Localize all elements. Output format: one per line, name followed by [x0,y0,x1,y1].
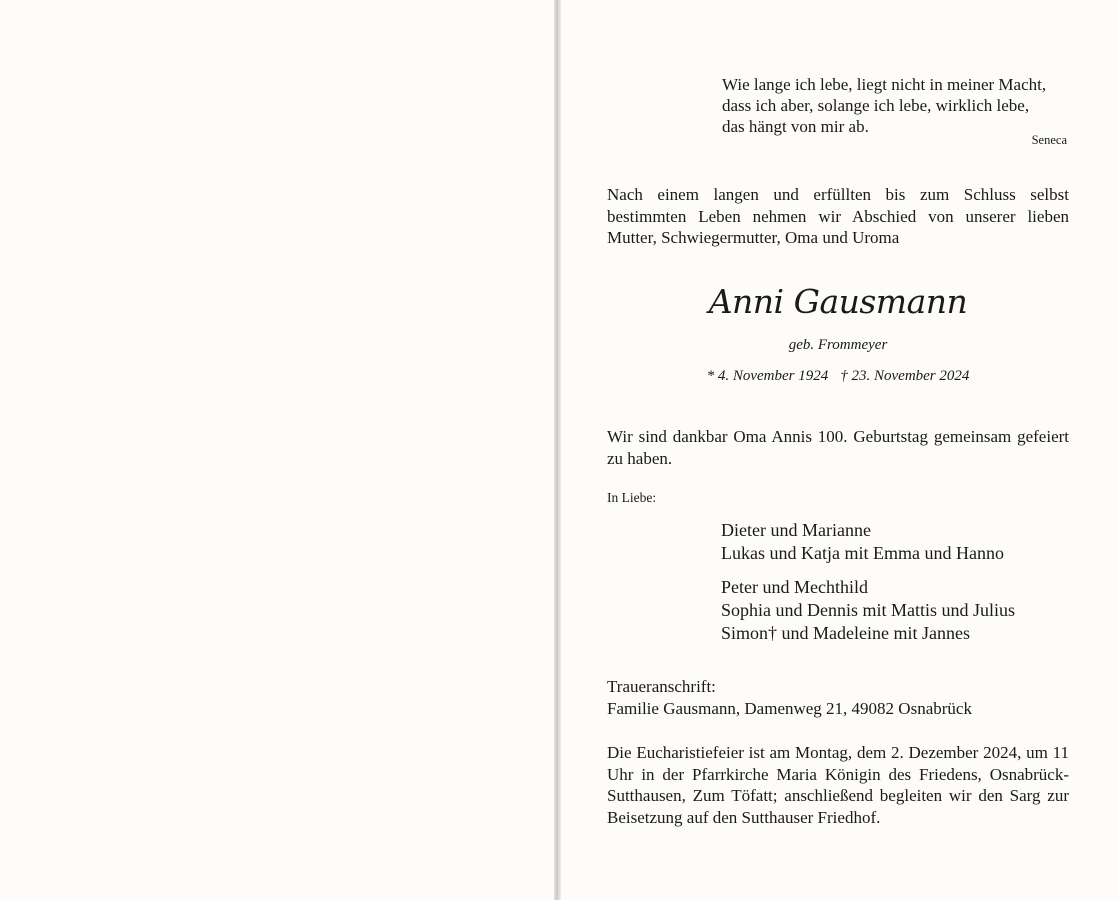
quote-author: Seneca [1031,133,1067,147]
death-date: † 23. November 2024 [840,368,970,384]
life-dates [607,368,1069,385]
intro-paragraph: Nach einem langen und erfüllten bis zum Schluss selbst bestimmten Leben nehmen wir Abschied von unserer lieben Mutter, Schwiegermutter, Oma und Uroma [607,185,1069,247]
mourning-address [607,676,972,719]
quote-line: dass ich aber, solange ich lebe, wirklich lebe, [722,96,1030,115]
family-member-line: Simon† und Madeleine mit Jannes [721,623,970,643]
in-love-label: In Liebe: [607,490,657,505]
family-member-line: Lukas und Katja mit Emma und Hanno [721,543,1004,563]
family-member-line: Peter und Mechthild [721,577,868,597]
family-member-line: Sophia und Dennis mit Mattis und Julius [721,600,1016,620]
service-paragraph: Die Eucharistiefeier ist am Montag, dem 2. Dezember 2024, um 11 Uhr in der Pfarrkirche Maria Königin des Friedens, Osnabrück-Sutthausen, Zum Töfatt; anschließend begleiten wir den Sarg zur Beisetzung auf den Sutthauser Friedhof. [607,743,1069,827]
quote-line: Wie lange ich lebe, liegt nicht in meiner Macht, [722,75,1047,94]
left-page [0,0,556,900]
birth-date: * 4. November 1924 [706,368,829,384]
deceased-name: Anni Gausmann [708,282,968,321]
quote-line: das hängt von mir ab. [722,117,869,136]
address-text: Familie Gausmann, Damenweg 21, 49082 Osnabrück [607,698,972,718]
family-member-line: Dieter und Marianne [721,520,871,540]
page-gutter [554,0,561,900]
maiden-name: geb. Frommeyer [788,337,888,353]
thanks-paragraph: Wir sind dankbar Oma Annis 100. Geburtstag gemeinsam gefeiert zu haben. [607,427,1069,468]
address-label: Traueranschrift: [607,677,716,696]
epigraph-quote [722,74,1072,137]
family-group [721,519,1004,565]
family-group [721,576,1015,645]
